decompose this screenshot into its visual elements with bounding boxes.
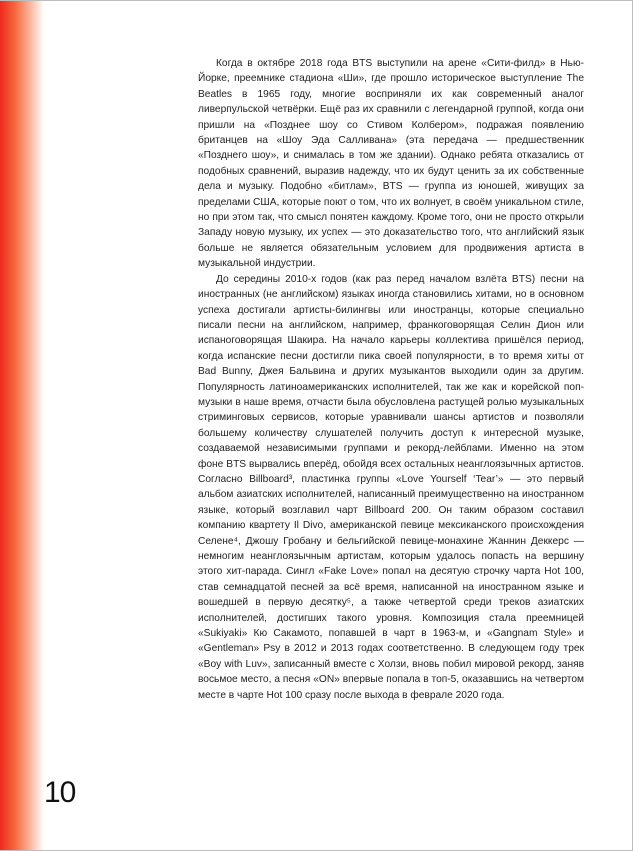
page-number: 10 (44, 776, 76, 809)
body-text (198, 56, 584, 703)
paragraph-non-english-hits: До середины 2010-х годов (как раз перед началом взлёта BTS) песни на иностранных (не английском) языках иногда становились хитами, но в основном успеха достигали артисты-билингвы или иностранцы, которые специально писали песни на английском, например, франкоговорящая Селин Дион или испаноговорящая Шакира. На начало карьеры коллектива пришёлся период, когда испанские песни достигли пика своей популярности, в то время хиты от Bad Bunny, Джея Бальвина и других музыкантов выходили один за другим. Популярность латиноамериканских исполнителей, так же как и корейской поп-музыки в наше время, отчасти была обусловлена растущей ролью музыкальных стриминговых сервисов, которые уравнивали шансы артистов и позволяли большему количеству слушателей получить доступ к интересной музыке, создаваемой независимыми группами и рекорд-лейблами. Именно на этом фоне BTS вырвались вперёд, обойдя всех остальных неанглоязычных артистов. Согласно Billboard³, пластинка группы «Love Yourself ‘Tear’» — это первый альбом азиатских исполнителей, написанный преимущественно на иностранном языке, который возглавил чарт Billboard 200. Он таким образом составил компанию квартету Il Divo, американской певице мексиканского происхождения Селене⁴, Джошу Гробану и бельгийской певице-монахине Жаннин Деккерс — немногим неанглоязычным артистам, которым удалось попасть на вершину этого хит-парада. Сингл «Fake Love» попал на десятую строчку чарта Hot 100, став семнадцатой песней за всё время, написанной на иностранном языке и вошедшей в первую десятку⁵, а также четвертой среди треков азиатских исполнителей, достигших такого уровня. Композиция стала преемницей «Sukiyaki» Кю Сакамото, попавшей в чарт в 1963-м, и «Gangnam Style» и «Gentleman» Psy в 2012 и 2013 годах соответственно. В следующем году трек «Boy with Luv», записанный вместе с Холзи, вновь побил мировой рекорд, заняв восьмое место, а песня «ON» впервые попала в топ-5, оказавшись на четвертом месте в чарте Hot 100 сразу после выхода в феврале 2020 года. (198, 273, 584, 701)
paragraph-bts-beatles: Когда в октябре 2018 года BTS выступили на арене «Сити-филд» в Нью-Йорке, преемнике стадиона «Ши», где прошло историческое выступление The Beatles в 1965 году, многие восприняли их как современный аналог ливерпульской четвёрки. Ещё раз их сравнили с легендарной группой, когда они пришли на «Позднее шоу со Стивом Колбером», подражая появлению британцев на «Шоу Эда Салливана» (эта передача — предшественник «Позднего шоу», и снималась в том же здании). Однако ребята отказались от подобных сравнений, выразив надежду, что их будут ценить за их собственные дела и музыку. Подобно «битлам», BTS — группа из юношей, живущих за пределами США, которые поют о том, что их волнует, в своём уникальном стиле, но при этом так, что смысл понятен каждому. Кроме того, они не просто открыли Западу новую музыку, их успех — это доказательство того, что английский язык больше не является обязательным условием для продвижения артиста в музыкальной индустрии. (198, 58, 584, 270)
edge-color-gradient (0, 1, 44, 850)
